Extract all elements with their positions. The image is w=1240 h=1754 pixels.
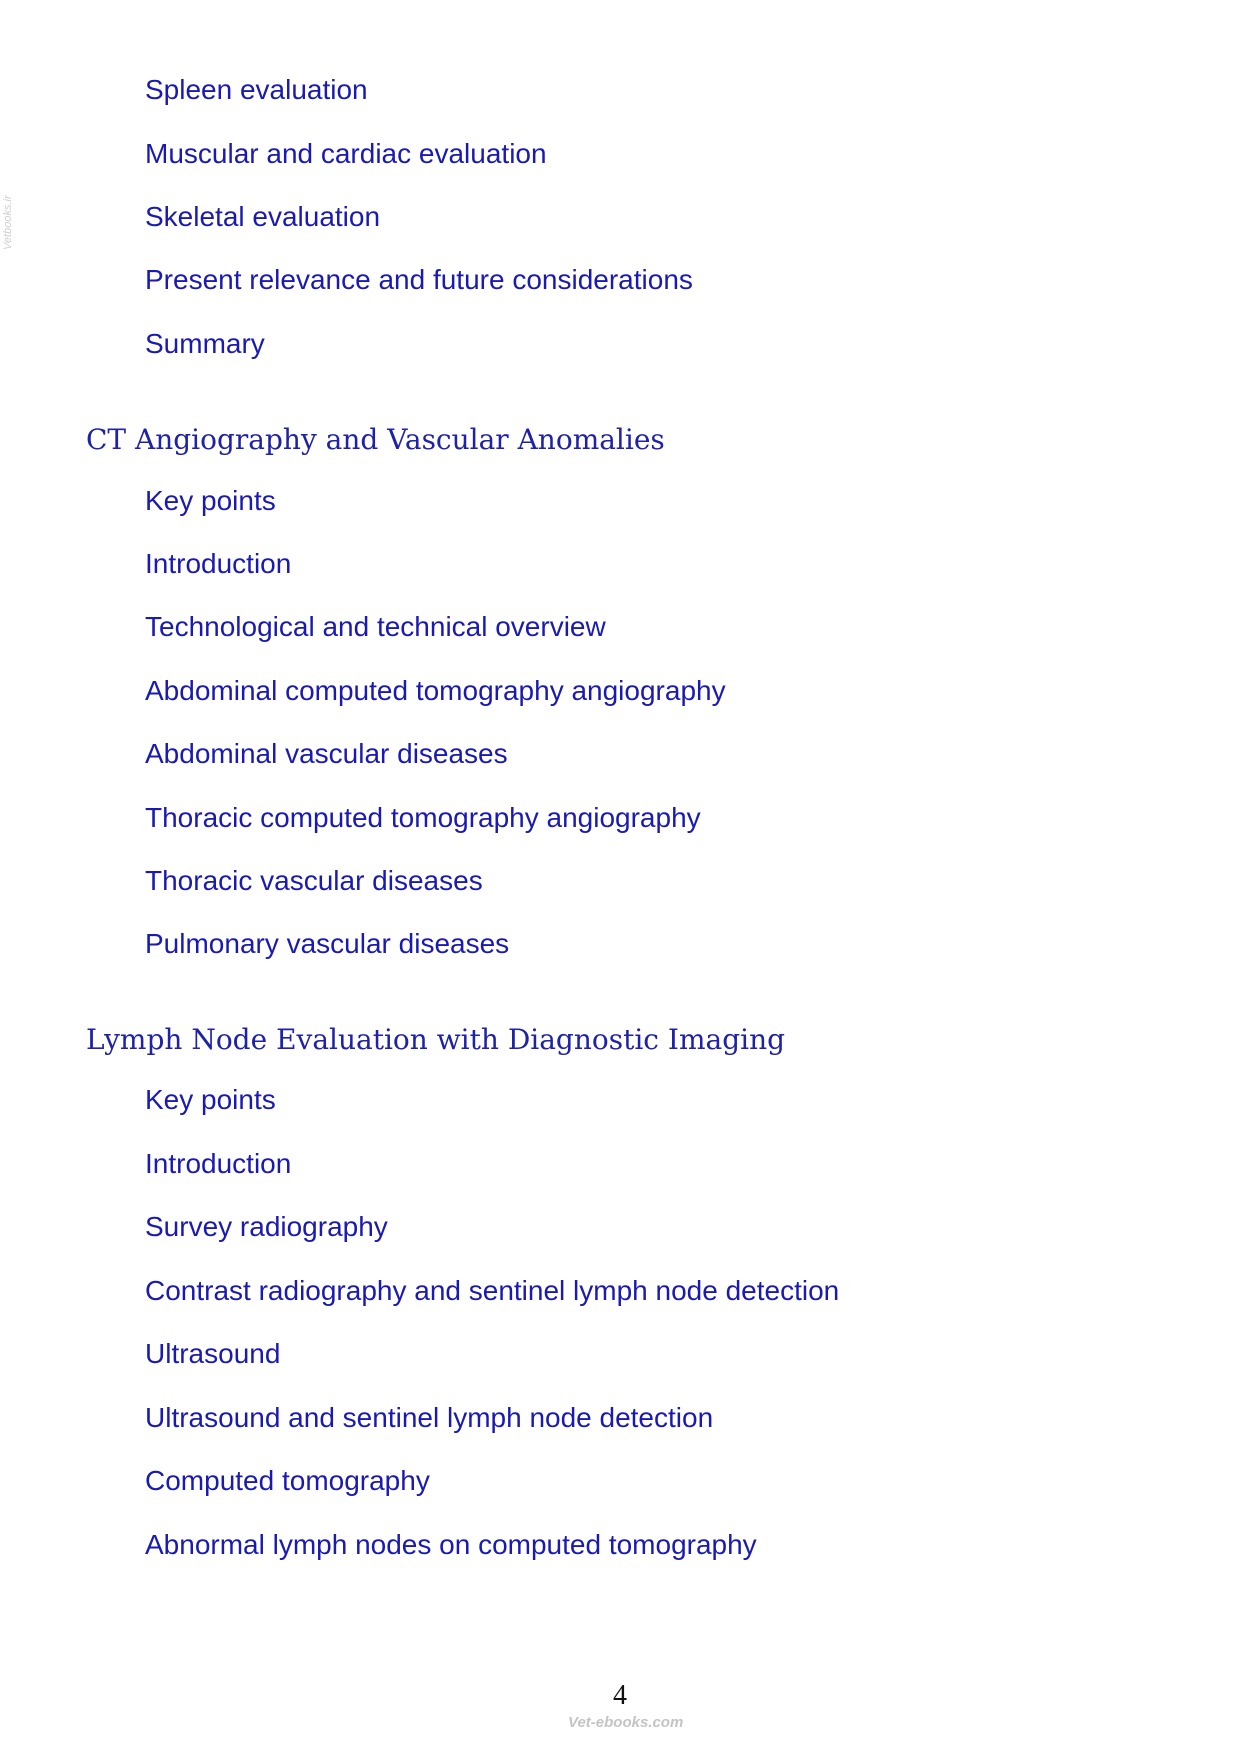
toc-link-spleen-evaluation[interactable]: Spleen evaluation (145, 74, 368, 105)
toc-chapter-heading-ct-angiography[interactable]: CT Angiography and Vascular Anomalies (86, 423, 665, 456)
toc-link-abdominal-vascular-diseases[interactable]: Abdominal vascular diseases (145, 738, 508, 769)
toc-link-ultrasound[interactable]: Ultrasound (145, 1338, 281, 1369)
toc-link-contrast-radiography[interactable]: Contrast radiography and sentinel lymph node detection (145, 1275, 840, 1306)
toc-link-technological-overview[interactable]: Technological and technical overview (145, 611, 606, 642)
side-watermark: Vetbooks.ir (2, 195, 14, 250)
toc-link-computed-tomography[interactable]: Computed tomography (145, 1465, 430, 1496)
toc-link-key-points[interactable]: Key points (145, 485, 276, 516)
toc-link-introduction[interactable]: Introduction (145, 1148, 292, 1179)
toc-link-thoracic-ct-angiography[interactable]: Thoracic computed tomography angiography (145, 802, 701, 833)
watermark-logo: Vet-ebooks.com (568, 1714, 684, 1731)
toc-link-present-relevance[interactable]: Present relevance and future considerations (145, 264, 693, 295)
toc-link-abnormal-lymph-nodes-ct[interactable]: Abnormal lymph nodes on computed tomography (145, 1529, 757, 1560)
toc-link-key-points[interactable]: Key points (145, 1084, 276, 1115)
toc-link-summary[interactable]: Summary (145, 328, 265, 359)
toc-link-introduction[interactable]: Introduction (145, 548, 292, 579)
page-number: 4 (613, 1680, 627, 1711)
toc-link-abdominal-ct-angiography[interactable]: Abdominal computed tomography angiography (145, 675, 726, 706)
toc-link-thoracic-vascular-diseases[interactable]: Thoracic vascular diseases (145, 865, 483, 896)
toc-link-survey-radiography[interactable]: Survey radiography (145, 1211, 388, 1242)
toc-link-ultrasound-sentinel[interactable]: Ultrasound and sentinel lymph node detection (145, 1402, 714, 1433)
toc-link-pulmonary-vascular-diseases[interactable]: Pulmonary vascular diseases (145, 928, 510, 959)
toc-link-skeletal-evaluation[interactable]: Skeletal evaluation (145, 201, 381, 232)
toc-link-muscular-cardiac-evaluation[interactable]: Muscular and cardiac evaluation (145, 138, 547, 169)
toc-chapter-heading-lymph-node-evaluation[interactable]: Lymph Node Evaluation with Diagnostic Imaging (86, 1023, 786, 1056)
